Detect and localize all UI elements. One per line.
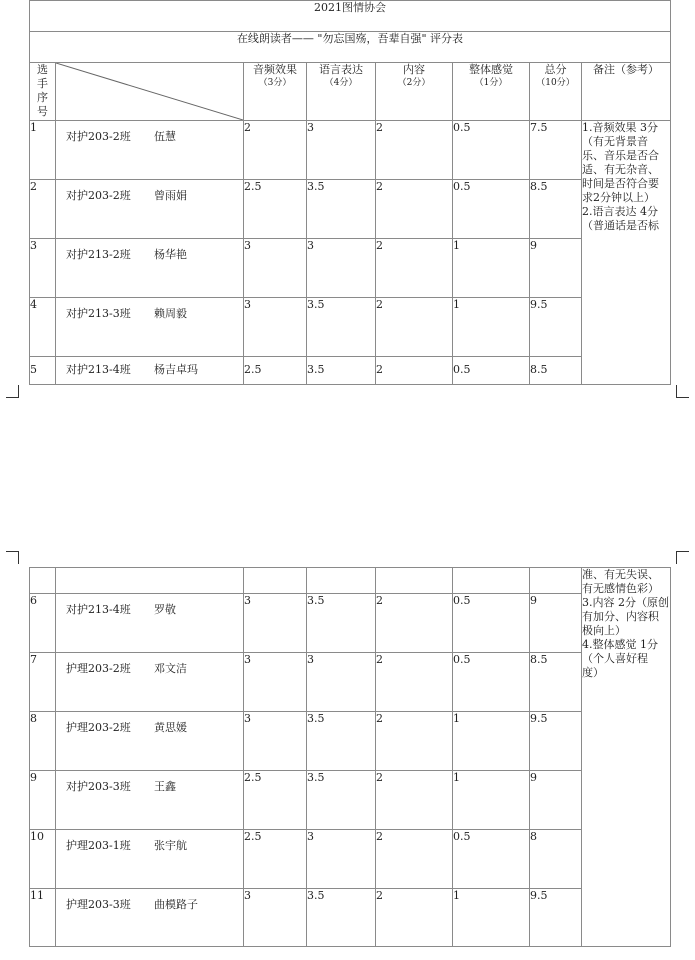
table-row [30,357,671,385]
table-row [30,180,671,239]
overall-score: 0.5 [453,121,530,180]
total-score: 9 [530,594,582,653]
contestant-cell [56,594,244,653]
content-score: 2 [376,653,453,712]
contestant-name: 邓文洁 [154,662,187,675]
overall-score: 1 [453,712,530,771]
notes-cell [582,568,671,947]
contestant-name: 黄思媛 [154,721,187,734]
speech-score: 3.5 [307,712,376,771]
overall-score: 1 [453,889,530,947]
class-name: 护理203-3班 [66,898,131,911]
contestant-cell [56,121,244,180]
crop-mark [6,551,19,564]
header-content: 内容 （2分） [376,63,453,121]
row-number: 3 [30,239,56,298]
row-number: 10 [30,830,56,889]
table-subtitle: 在线朗读者—— "勿忘国殇，吾辈自强" 评分表 [30,32,671,63]
contestant-name: 王鑫 [154,780,176,793]
row-number: 8 [30,712,56,771]
audio-score: 3 [244,239,307,298]
contestant-cell [56,298,244,357]
header-total: 总分 （10分） [530,63,582,121]
row-number: 11 [30,889,56,947]
class-name: 对护213-4班 [66,603,131,616]
class-name: 对护203-3班 [66,780,131,793]
note-line: 1.音频效果 3分 [582,121,658,134]
class-name: 对护213-4班 [66,363,131,376]
speech-score: 3.5 [307,357,376,385]
content-score: 2 [376,594,453,653]
note-line: 适、有无杂音、 [582,163,659,176]
header-audio: 音频效果 （3分） [244,63,307,121]
row-number: 6 [30,594,56,653]
class-name: 护理203-1班 [66,839,131,852]
speech-score: 3.5 [307,771,376,830]
crop-mark [6,385,19,398]
class-name: 对护213-3班 [66,307,131,320]
page-title: 2021图情协会 [30,1,671,32]
note-line: 乐、音乐是否合 [582,149,659,162]
contestant-name: 曾雨娟 [154,189,187,202]
speech-score: 3 [307,653,376,712]
table-row [30,121,671,180]
total-score: 9.5 [530,889,582,947]
note-line: 极向上） [582,624,626,637]
row-number: 9 [30,771,56,830]
total-score: 8.5 [530,180,582,239]
note-line: 度） [582,666,604,679]
class-name: 对护203-2班 [66,130,131,143]
row-number: 4 [30,298,56,357]
document-page-1 [0,0,695,385]
content-score: 2 [376,180,453,239]
overall-score: 0.5 [453,830,530,889]
content-score: 2 [376,239,453,298]
audio-score: 2.5 [244,357,307,385]
speech-score: 3.5 [307,889,376,947]
note-line: 3.内容 2分（原创 [582,596,669,609]
crop-mark [676,551,689,564]
note-line: （个人喜好程 [582,652,648,665]
class-name: 护理203-2班 [66,721,131,734]
diagonal-line [56,63,243,120]
contestant-cell [56,889,244,947]
total-score: 9.5 [530,298,582,357]
content-score: 2 [376,121,453,180]
contestant-cell [56,357,244,385]
contestant-cell [56,239,244,298]
overall-score: 1 [453,771,530,830]
class-name: 对护203-2班 [66,189,131,202]
table-row [30,239,671,298]
audio-score: 3 [244,298,307,357]
speech-score: 3.5 [307,180,376,239]
table-row [30,653,671,712]
speech-score: 3.5 [307,298,376,357]
contestant-name: 赖周毅 [154,307,187,320]
audio-score: 2 [244,121,307,180]
contestant-cell [56,180,244,239]
score-table-part-1 [29,0,671,385]
audio-score: 3 [244,889,307,947]
total-score: 8 [530,830,582,889]
overall-score: 0.5 [453,357,530,385]
note-line: 2.语言表达 4分 [582,205,658,218]
notes-cell [582,121,671,385]
total-score: 7.5 [530,121,582,180]
contestant-cell [56,830,244,889]
note-line: 求2分钟以上） [582,191,655,204]
table-row [30,771,671,830]
row-number: 1 [30,121,56,180]
contestant-name: 伍慧 [154,130,176,143]
diagonal-header-cell [56,63,244,121]
overall-score: 0.5 [453,594,530,653]
id-column-header: 选手序号 [30,63,56,121]
audio-score: 3 [244,594,307,653]
speech-score: 3 [307,830,376,889]
class-name: 护理203-2班 [66,662,131,675]
row-number: 2 [30,180,56,239]
contestant-name: 杨华艳 [154,248,187,261]
class-name: 对护213-2班 [66,248,131,261]
total-score: 9.5 [530,712,582,771]
contestant-name: 张宇航 [154,839,187,852]
overall-score: 0.5 [453,180,530,239]
note-line: （有无背景音 [582,135,648,148]
note-line: 有无感情色彩） [582,582,659,595]
content-score: 2 [376,830,453,889]
note-line: （普通话是否标 [582,219,659,232]
table-row [30,298,671,357]
table-row [30,568,671,594]
content-score: 2 [376,357,453,385]
speech-score: 3 [307,239,376,298]
audio-score: 2.5 [244,830,307,889]
contestant-name: 罗敬 [154,603,176,616]
row-number: 7 [30,653,56,712]
content-score: 2 [376,889,453,947]
note-line: 4.整体感觉 1分 [582,638,658,651]
speech-score: 3.5 [307,594,376,653]
content-score: 2 [376,771,453,830]
contestant-name: 杨吉卓玛 [154,363,198,376]
overall-score: 1 [453,239,530,298]
contestant-cell [56,653,244,712]
contestant-cell [56,712,244,771]
content-score: 2 [376,298,453,357]
table-row [30,712,671,771]
total-score: 8.5 [530,357,582,385]
contestant-cell [56,771,244,830]
total-score: 9 [530,771,582,830]
audio-score: 3 [244,653,307,712]
note-line: 时间是否符合要 [582,177,659,190]
header-notes: 备注（参考） [582,63,671,121]
crop-mark [676,385,689,398]
document-page-2 [0,565,695,960]
contestant-name: 曲模路子 [154,898,198,911]
table-row [30,830,671,889]
note-line: 有加分、内容积 [582,610,659,623]
speech-score: 3 [307,121,376,180]
row-number: 5 [30,357,56,385]
overall-score: 1 [453,298,530,357]
score-table-part-2 [29,567,671,947]
audio-score: 2.5 [244,180,307,239]
header-speech: 语言表达 （4分） [307,63,376,121]
audio-score: 3 [244,712,307,771]
table-row [30,889,671,947]
note-line: 准、有无失误、 [582,568,659,581]
table-row [30,594,671,653]
total-score: 9 [530,239,582,298]
audio-score: 2.5 [244,771,307,830]
overall-score: 0.5 [453,653,530,712]
header-overall: 整体感觉 （1分） [453,63,530,121]
content-score: 2 [376,712,453,771]
total-score: 8.5 [530,653,582,712]
